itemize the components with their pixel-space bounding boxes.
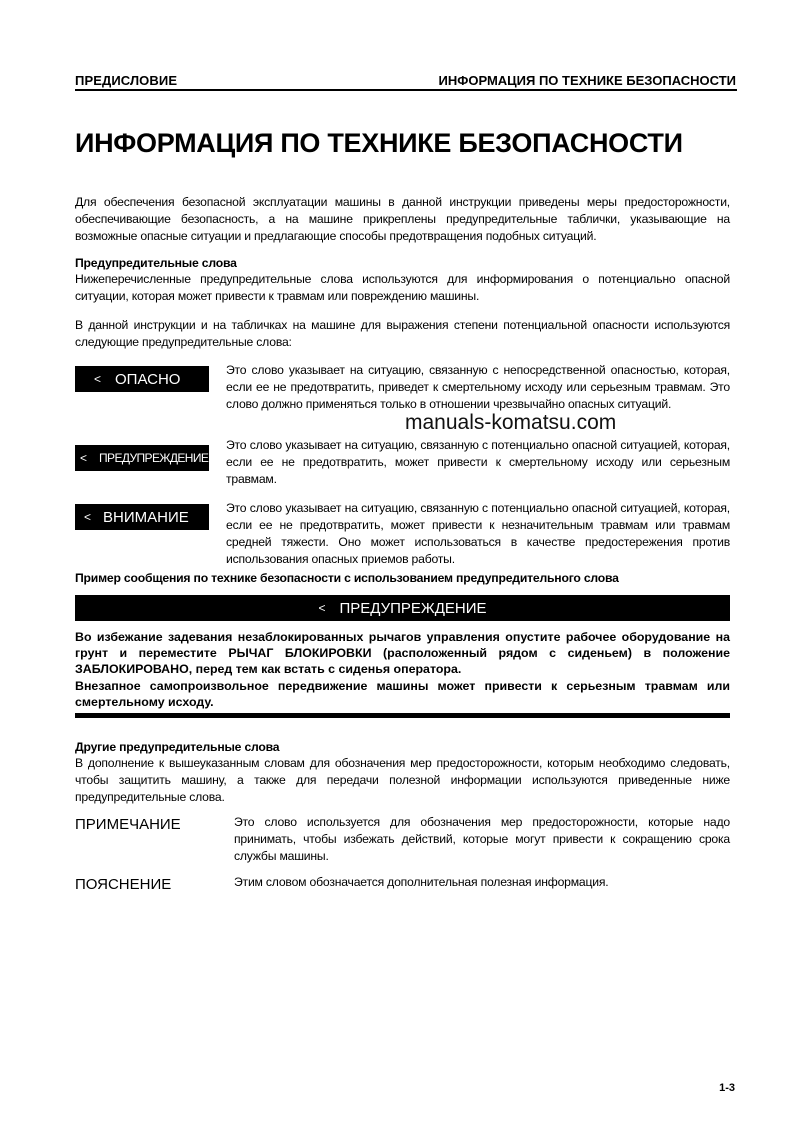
other-word-remark: ПОЯСНЕНИЕ [75, 876, 172, 893]
example-message [75, 629, 730, 710]
example-message-2: Внезапное самопроизвольное передвижение машины может привести к серьезным травмам или смертельному исходу. [75, 678, 730, 709]
signal-words-text-2: В данной инструкции и на табличках на машине для выражения степени потенциальной опасности используются следующие предупредительные слова: [75, 318, 730, 349]
example-warning-bar [75, 595, 730, 621]
header-section-left: ПРЕДИСЛОВИЕ [75, 73, 178, 88]
signal-word: ВНИМАНИЕ [103, 508, 189, 526]
other-words-heading: Другие предупредительные слова [75, 740, 280, 754]
signal-description-caution: Это слово указывает на ситуацию, связанную с потенциально опасной ситуацией, которая, если ее не предотвратить, может привести к незначительным травмам или травмам средней тяжести. Оно может использоваться в качестве предостережения против использования опасных приемов работы. [226, 501, 730, 566]
warning-symbol-icon: < [84, 510, 92, 524]
warning-symbol-icon: < [94, 372, 102, 386]
warning-symbol-icon: < [80, 451, 88, 465]
intro-paragraph: Для обеспечения безопасной эксплуатации машины в данной инструкции приведены меры предосторожности, обеспечивающие безопасность, а на машине прикреплены предупредительные таблички, указывающие на возможные опасные ситуации и предлагающие способы предотвращения подобных ситуаций. [75, 195, 730, 243]
page-number: 1-3 [719, 1082, 735, 1094]
other-words-text: В дополнение к вышеуказанным словам для обозначения мер предосторожности, которым необходимо следовать, чтобы защитить машину, а также для передачи полезной информации используются приведенные ниже предупредительные слова. [75, 756, 730, 804]
other-word-note-description: Это слово используется для обозначения мер предосторожности, которые надо принимать, чтобы избежать действий, которые могут привести к сокращению срока службы машины. [234, 815, 730, 863]
signal-description-danger: Это слово указывает на ситуацию, связанную с непосредственной опасностью, которая, если ее не предотвратить, приведет к смертельному исходу или серьезным травмам. Это слово должно применяться только в отношении чрезвычайно опасных ситуаций. [226, 363, 730, 411]
other-word-note: ПРИМЕЧАНИЕ [75, 816, 181, 833]
signal-label-warning [75, 445, 209, 471]
header-section-right: ИНФОРМАЦИЯ ПО ТЕХНИКЕ БЕЗОПАСНОСТИ [438, 73, 736, 88]
warning-symbol-icon: < [318, 601, 326, 615]
signal-description-warning: Это слово указывает на ситуацию, связанную с потенциально опасной ситуацией, которая, если ее не предотвратить, может привести к смертельному исходу или серьезным травмам. [226, 438, 730, 486]
example-signal-word: ПРЕДУПРЕЖДЕНИЕ [339, 599, 487, 617]
signal-word: ПРЕДУПРЕЖДЕНИЕ [99, 451, 209, 465]
signal-word: ОПАСНО [115, 370, 181, 388]
example-message-1: Во избежание задевания незаблокированных рычагов управления опустите рабочее оборудование на грунт и переместите РЫЧАГ БЛОКИРОВКИ (расположенный рядом с сиденьем) в положение ЗАБЛОКИРОВАНО, перед тем как встать с сиденья оператора. [75, 630, 730, 677]
header-divider [75, 89, 737, 91]
signal-words-heading: Предупредительные слова [75, 256, 237, 270]
signal-label-caution [75, 504, 209, 530]
example-heading: Пример сообщения по технике безопасности с использованием предупредительного слова [75, 571, 619, 585]
signal-label-danger [75, 366, 209, 392]
other-word-remark-description: Этим словом обозначается дополнительная полезная информация. [234, 875, 609, 889]
example-bottom-rule [75, 713, 730, 718]
watermark: manuals-komatsu.com [405, 411, 617, 434]
signal-words-text-1: Нижеперечисленные предупредительные слова используются для информирования о потенциально опасной ситуации, которая может привести к травмам или повреждению машины. [75, 272, 730, 303]
page-title: ИНФОРМАЦИЯ ПО ТЕХНИКЕ БЕЗОПАСНОСТИ [75, 128, 683, 158]
